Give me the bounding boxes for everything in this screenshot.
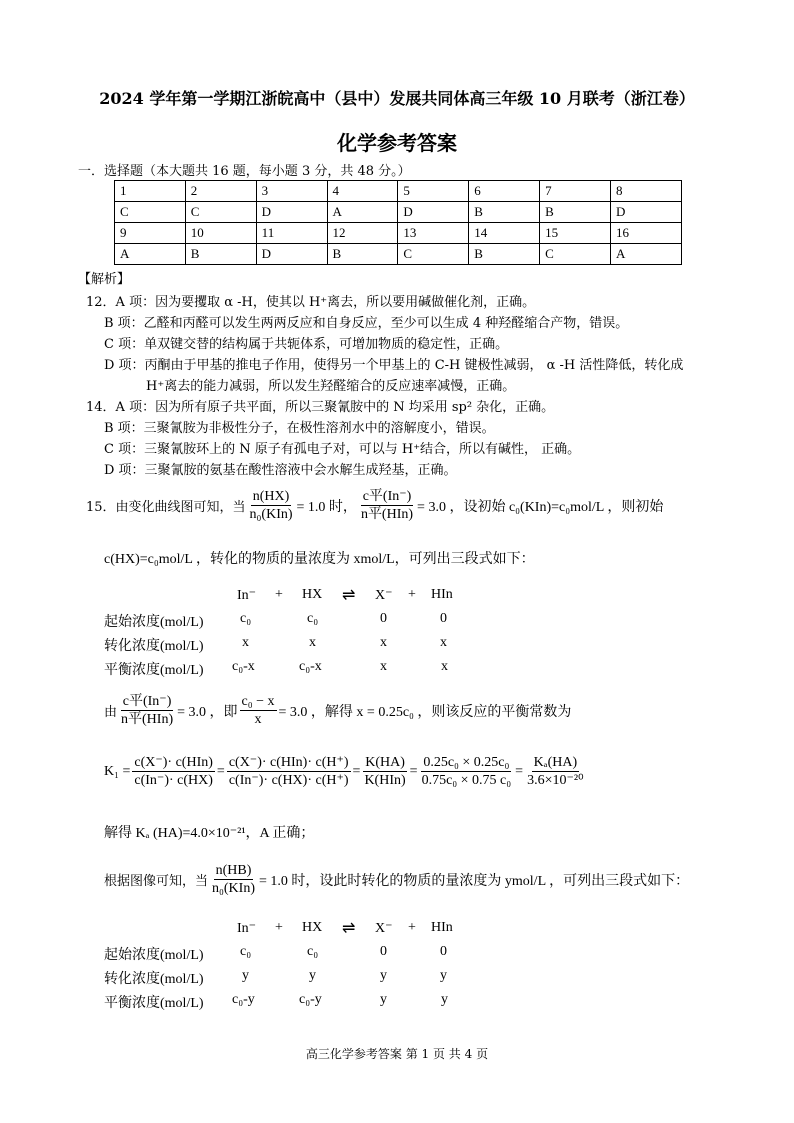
section-heading: 一．选择题（本大题共 16 题，每小题 3 分，共 48 分。） [78,164,411,179]
analysis-label: 【解析】 [78,272,131,287]
q12-option-d-cont: H⁺离去的能力减弱，所以发生羟醛缩合的反应速率减慢，正确。 [146,379,516,394]
fraction: c(X⁻)· c(HIn) c(In⁻)· c(HX) [134,755,213,788]
q12-option-b: B 项：乙醛和丙醛可以发生两两反应和自身反应，至少可以生成 4 种羟醛缩合产物，错误。 [104,316,629,331]
fraction: $\frac{\text{Kₐ(HA)}}{\text{3.6×10⁻²⁰}}$ [527,755,584,788]
q12-option-d: D 项：丙酮由于甲基的推电子作用，使得另一个甲基上的 C-H 键极性减弱， α -H 活性降低，转化成 [104,358,684,373]
answer-table [114,180,682,265]
q14-option-d: D 项：三聚氰胺的氨基在酸性溶液中会水解生成羟基，正确。 [104,463,457,478]
fraction: $\frac{\text{c₀ − x}}{x}$ [241,694,275,727]
fraction: n(HB) n₀(KIn) [212,863,255,896]
fraction: n(HX) n₀(KIn) [249,489,293,522]
fraction: c(X⁻)· c(HIn)· c(H⁺) c(In⁻)· c(HX)· c(H⁺) [228,755,349,788]
q15-graph-line: 根据图像可知，当 n(HB) n₀(KIn) = 1.0 时，设此时转化的物质的量浓度为 ymol/L ，可列出三段式如下： [104,863,690,896]
fraction: $\frac{\text{0.25c₀ × 0.25c₀}}{\text{0.75c₀ × 0.75 c₀}}$ [421,755,512,788]
fraction: K(HA) K(HIn) [364,755,406,788]
table-row: 1 2 3 4 5 6 7 8 [115,181,682,202]
q14-option-a: 14．A 项：因为所有原子共平面，所以三聚氰胺中的 N 均采用 sp² 杂化，正确。 [86,400,555,415]
q14-option-c: C 项：三聚氰胺环上的 N 原子有孤电子对，可以与 H⁺结合，所以有碱性， 正确。 [104,442,581,457]
q14-option-b: B 项：三聚氰胺为非极性分子，在极性溶剂水中的溶解度小，错误。 [104,421,495,436]
table-row: A B D B C B C A [115,244,682,265]
q15-solve-line: 由 c平(In⁻) n平(HIn) = 3.0 ，即 $\frac{\text{c₀ − x}}{x}$ = 3.0 ，解得 x = 0.25c₀ ，则该反应的平衡常数为 [104,694,572,727]
fraction: c平(In⁻) n平(HIn) [360,489,414,522]
fraction: c平(In⁻) n平(HIn) [121,694,174,727]
document-subtitle: 化学参考答案 [337,131,457,155]
k1-equation: K₁ = c(X⁻)· c(HIn) c(In⁻)· c(HX) = c(X⁻)· c(HIn)· c(H⁺) c(In⁻)· c(HX)· c(H⁺) = K(HA) K(HIn) = $\frac{\text{0.25c₀ × 0.25c₀}}{\text{0.75c₀ × 0.75 c₀}}$ = $\frac{\text{Kₐ(HA)}}{\text{3.6×10⁻²⁰}}$ [104,755,584,788]
q15-result: 解得 Kₐ (HA)=4.0×10⁻²¹，A 正确； [104,826,315,841]
table-row: C C D A D B B D [115,202,682,223]
page-footer: 高三化学参考答案 第 1 页 共 4 页 [305,1047,489,1061]
q12-option-c: C 项：单双键交替的结构属于共轭体系，可增加物质的稳定性，正确。 [104,337,509,352]
q15-line2: c(HX)=c₀mol/L ，转化的物质的量浓度为 xmol/L，可列出三段式如下： [104,552,535,567]
table-row: 9 10 11 12 13 14 15 16 [115,223,682,244]
q12-option-a: 12．A 项：因为要攫取 α -H，使其以 H⁺离去，所以要用碱做催化剂，正确。 [86,295,536,310]
document-title: 2024 学年第一学期江浙皖高中（县中）发展共同体高三年级 10 月联考（浙江卷） [99,89,695,108]
q15-intro: 15．由变化曲线图可知，当 n(HX) n₀(KIn) = 1.0 时， c平(In⁻) n平(HIn) = 3.0 ，设初始 c₀(KIn)=c₀mol/L ，则初始 [86,489,664,522]
